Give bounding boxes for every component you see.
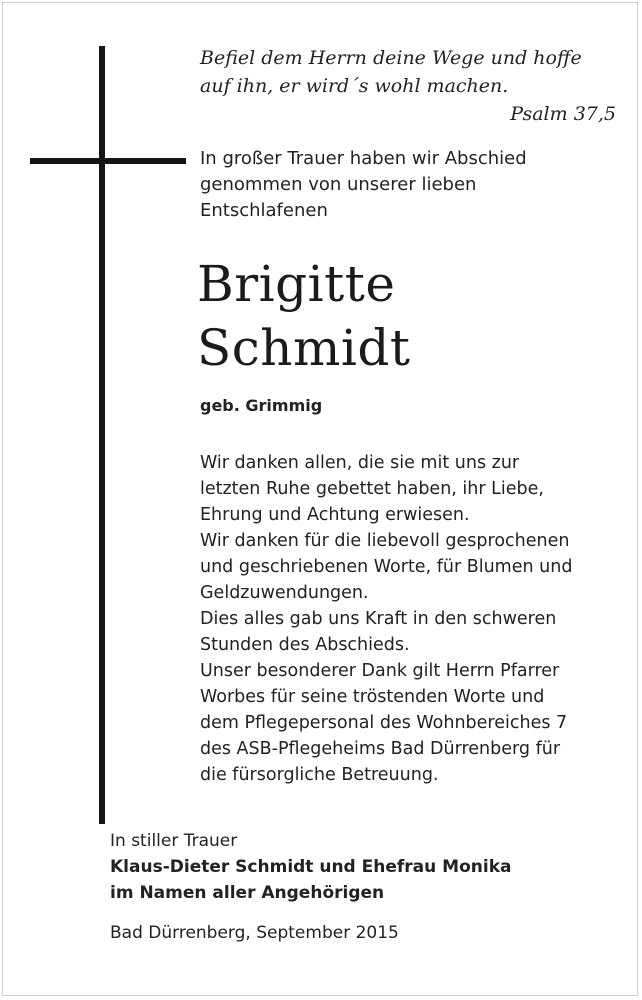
cross-horizontal-bar xyxy=(30,158,186,164)
verse-line-2: auf ihn, er wird´s wohl machen. xyxy=(200,75,509,97)
thanks-line: Wir danken allen, die sie mit uns zur xyxy=(200,453,520,473)
intro-text xyxy=(200,146,600,224)
thanks-line: Dies alles gab uns Kraft in den schweren xyxy=(200,609,557,629)
intro-line-3: Entschlafenen xyxy=(200,200,328,221)
thanks-line: des ASB-Pflegeheims Bad Dürrenberg für xyxy=(200,739,561,759)
thanks-line: letzten Ruhe gebettet haben, ihr Liebe, xyxy=(200,479,544,499)
thanks-line: Stunden des Abschieds. xyxy=(200,635,410,655)
deceased-name xyxy=(197,252,617,380)
thanks-line: die fürsorgliche Betreuung. xyxy=(200,765,439,785)
footer-signature xyxy=(110,828,610,946)
family-line-2: im Namen aller Angehörigen xyxy=(110,883,385,903)
mourning-line: In stiller Trauer xyxy=(110,831,238,851)
thanks-line: Worbes für seine tröstenden Worte und xyxy=(200,687,545,707)
verse-line-1: Befiel dem Herrn deine Wege und hoffe xyxy=(200,47,582,69)
family-line-1: Klaus-Dieter Schmidt und Ehefrau Monika xyxy=(110,857,512,877)
first-name: Brigitte xyxy=(197,255,396,313)
thanks-line: dem Pflegepersonal des Wohnbereiches 7 xyxy=(200,713,568,733)
verse-reference: Psalm 37,5 xyxy=(510,103,616,125)
thanks-line: Wir danken für die liebevoll gesprochenen xyxy=(200,531,570,551)
intro-line-1: In großer Trauer haben wir Abschied xyxy=(200,148,527,169)
place-date: Bad Dürrenberg, September 2015 xyxy=(110,923,399,943)
intro-line-2: genommen von unserer lieben xyxy=(200,174,477,195)
thanks-text xyxy=(200,450,620,788)
thanks-line: und geschriebenen Worte, für Blumen und xyxy=(200,557,573,577)
thanks-line: Geldzuwendungen. xyxy=(200,583,369,603)
maiden-name: geb. Grimmig xyxy=(200,396,323,415)
thanks-line: Ehrung und Achtung erwiesen. xyxy=(200,505,470,525)
thanks-line: Unser besonderer Dank gilt Herrn Pfarrer xyxy=(200,661,560,681)
bible-verse xyxy=(200,44,620,128)
last-name: Schmidt xyxy=(197,319,411,377)
